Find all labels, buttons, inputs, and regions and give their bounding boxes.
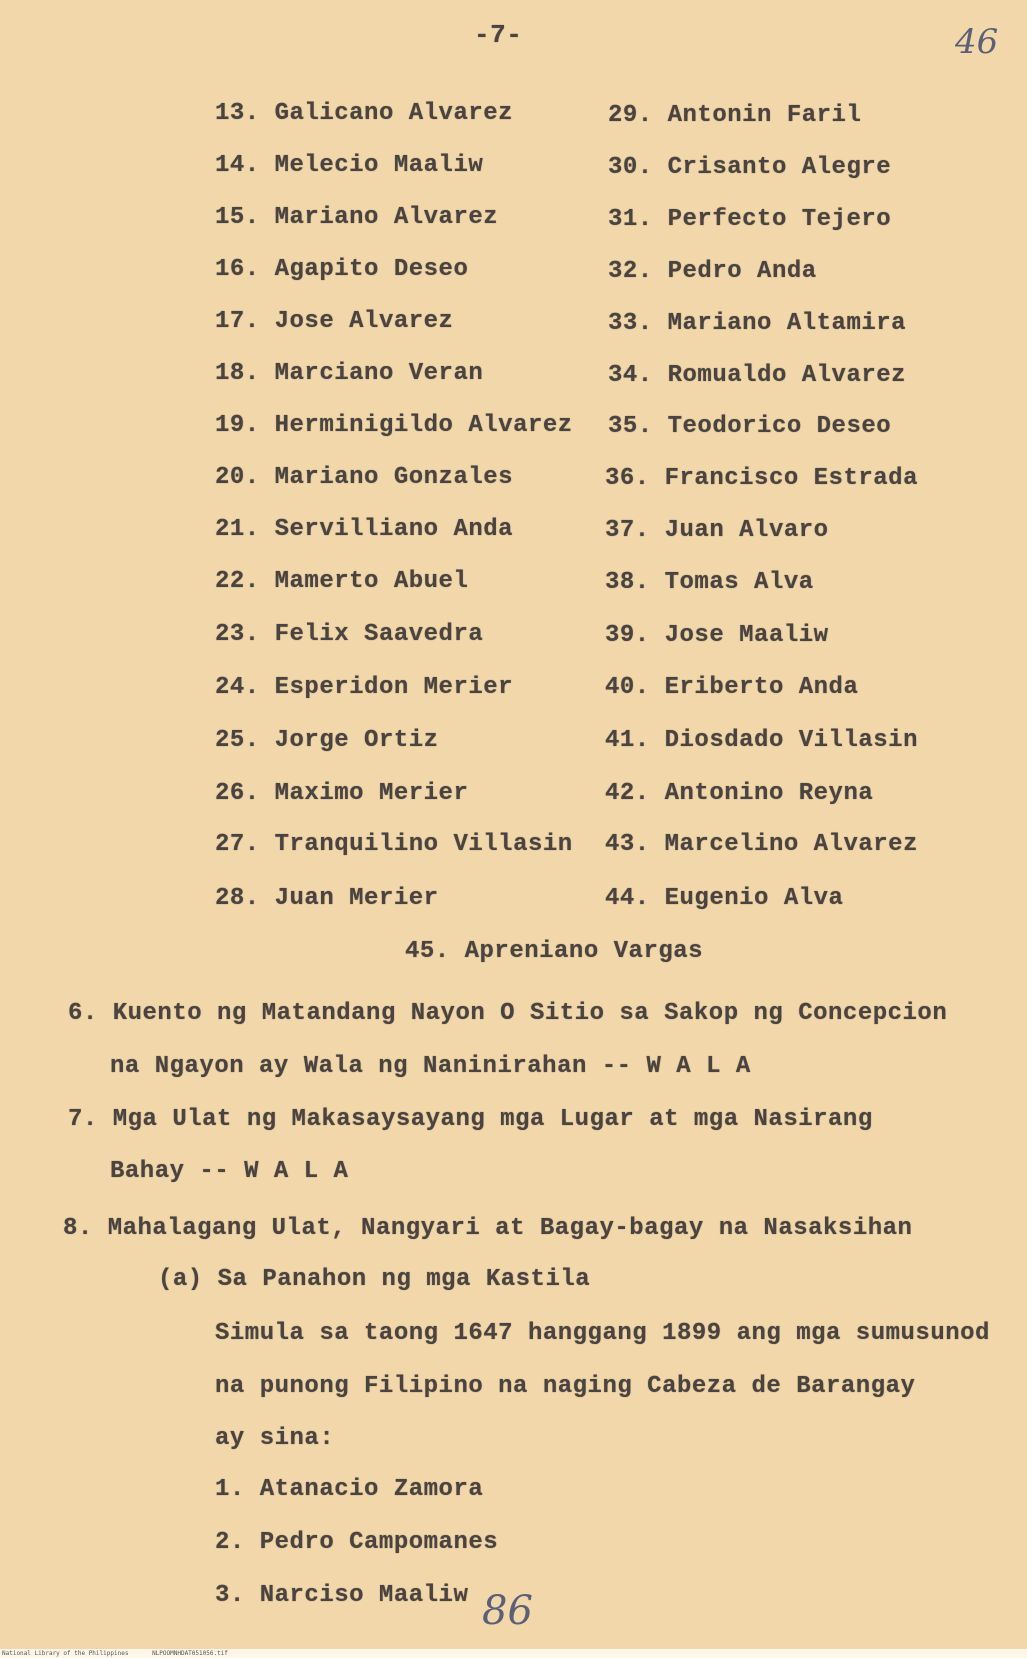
list-item: 40. Eriberto Anda (605, 674, 859, 701)
list-item: 37. Juan Alvaro (605, 517, 829, 544)
list-item: 30. Crisanto Alegre (608, 154, 892, 181)
section-8a-heading: (a) Sa Panahon ng mga Kastila (158, 1266, 591, 1293)
list-item: 35. Teodorico Deseo (608, 413, 892, 440)
list-item: 17. Jose Alvarez (215, 308, 454, 335)
list-item: 18. Marciano Veran (215, 360, 484, 387)
list-item: 26. Maximo Merier (215, 780, 469, 807)
list-item: 23. Felix Saavedra (215, 621, 484, 648)
list-item: 39. Jose Maaliw (605, 622, 829, 649)
section-7-heading: 7. Mga Ulat ng Makasaysayang mga Lugar at mga Nasirang (68, 1106, 873, 1133)
cabeza-list-item: 2. Pedro Campomanes (215, 1529, 499, 1556)
cabeza-list-item: 1. Atanacio Zamora (215, 1476, 484, 1503)
list-item: 19. Herminigildo Alvarez (215, 412, 573, 439)
scan-footer (0, 1649, 1027, 1658)
list-item: 38. Tomas Alva (605, 569, 814, 596)
list-item: 16. Agapito Deseo (215, 256, 469, 283)
list-item: 29. Antonin Faril (608, 102, 862, 129)
section-8a-paragraph-line3: ay sina: (215, 1425, 335, 1452)
list-item: 43. Marcelino Alvarez (605, 831, 918, 858)
list-item: 27. Tranquilino Villasin (215, 831, 573, 858)
footer-filename: NLPOOMNHDAT051056.tif (152, 1650, 228, 1657)
section-7-continuation: Bahay -- W A L A (110, 1158, 349, 1185)
list-item: 42. Antonino Reyna (605, 780, 874, 807)
page-number: -7- (474, 20, 523, 50)
list-item: 22. Mamerto Abuel (215, 568, 469, 595)
list-item: 14. Melecio Maaliw (215, 152, 484, 179)
section-6-continuation: na Ngayon ay Wala ng Naninirahan -- W A L A (110, 1053, 751, 1080)
section-6-heading: 6. Kuento ng Matandang Nayon O Sitio sa Sakop ng Concepcion (68, 1000, 948, 1027)
list-item: 41. Diosdado Villasin (605, 727, 918, 754)
section-8-heading: 8. Mahalagang Ulat, Nangyari at Bagay-bagay na Nasaksihan (63, 1215, 913, 1242)
list-item: 28. Juan Merier (215, 885, 439, 912)
handwritten-folio-number: 86 (482, 1588, 533, 1634)
list-item: 24. Esperidon Merier (215, 674, 514, 701)
list-item: 25. Jorge Ortiz (215, 727, 439, 754)
list-item: 32. Pedro Anda (608, 258, 817, 285)
list-item-last: 45. Apreniano Vargas (405, 938, 704, 965)
section-8a-paragraph-line2: na punong Filipino na naging Cabeza de Barangay (215, 1373, 916, 1400)
list-item: 44. Eugenio Alva (605, 885, 844, 912)
footer-library: National Library of the Philippines (2, 1650, 129, 1657)
list-item: 34. Romualdo Alvarez (608, 362, 907, 389)
section-8a-paragraph-line1: Simula sa taong 1647 hanggang 1899 ang mga sumusunod (215, 1320, 990, 1347)
list-item: 20. Mariano Gonzales (215, 464, 514, 491)
list-item: 31. Perfecto Tejero (608, 206, 892, 233)
list-item: 36. Francisco Estrada (605, 465, 918, 492)
list-item: 33. Mariano Altamira (608, 310, 907, 337)
list-item: 13. Galicano Alvarez (215, 100, 514, 127)
handwritten-page-number: 46 (955, 22, 999, 62)
cabeza-list-item: 3. Narciso Maaliw (215, 1582, 469, 1609)
list-item: 15. Mariano Alvarez (215, 204, 499, 231)
list-item: 21. Servilliano Anda (215, 516, 514, 543)
